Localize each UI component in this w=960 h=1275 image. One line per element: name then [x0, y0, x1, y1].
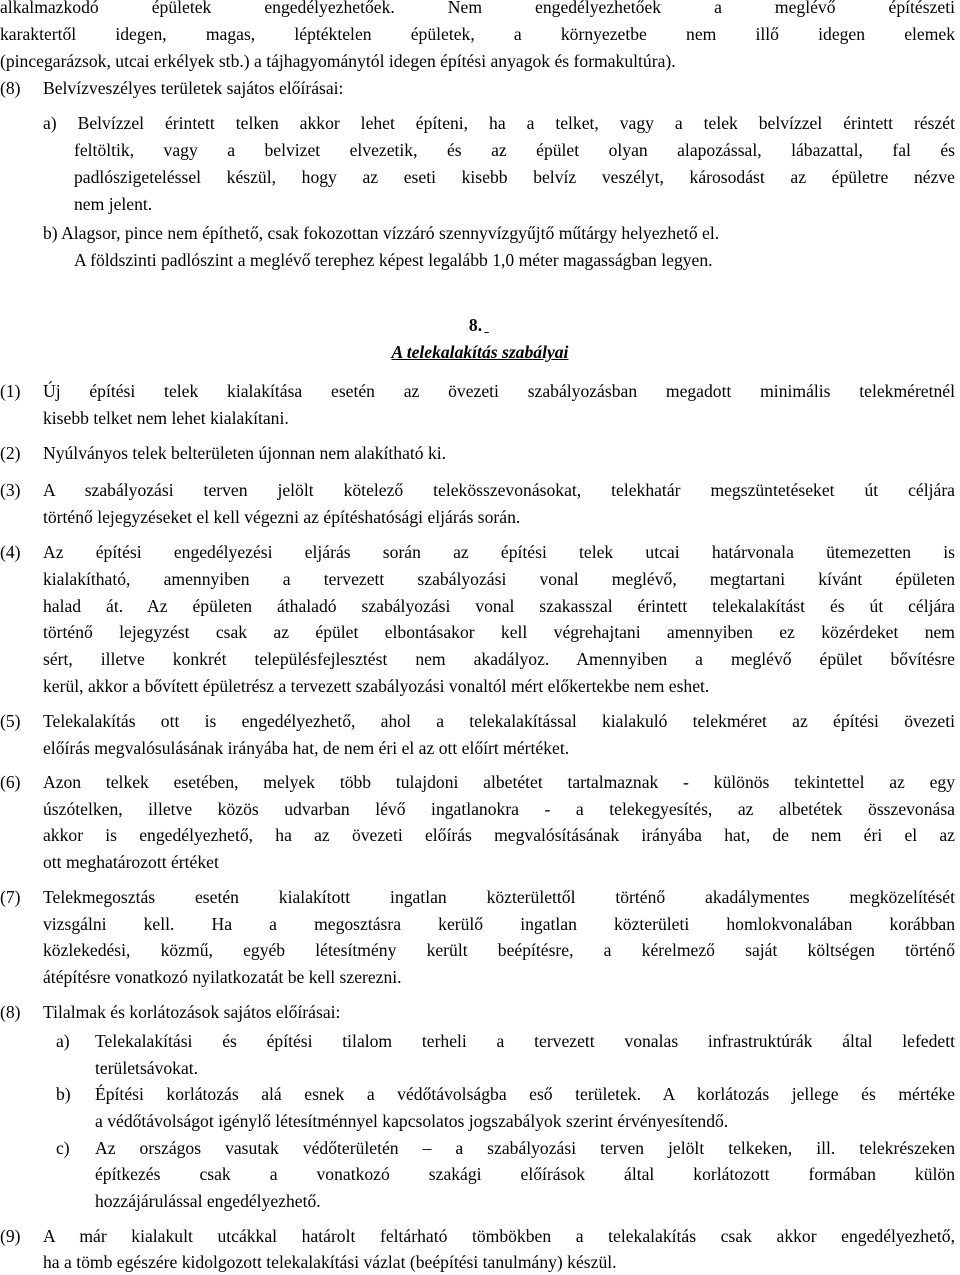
text-line: A szabályozási terven jelölt kötelező telekösszevonásokat, telekhatár megszüntetéseket út céljára [43, 480, 955, 500]
paragraph-number: (9) [0, 1226, 21, 1246]
text-line: sért, illetve konkrét településfejlesztést nem akadályoz. Amennyiben a meglévő épület bővítésre [43, 649, 955, 669]
text-line: közlekedési, közmű, egyéb létesítmény került beépítésre, a kérelmező saját költségen történő [43, 940, 955, 960]
paragraph-title: Belvízveszélyes területek sajátos előírásai: [43, 78, 344, 98]
section-number-text: 8. [468, 315, 483, 335]
section-title-text: A telekalakítás szabályai [391, 342, 569, 362]
list-label: c) [56, 1138, 70, 1158]
text-line: akkor is engedélyezhető, ha az övezeti előírás megvalósításának irányába hat, de nem éri el az [43, 825, 955, 845]
text-line: alkalmazkodó épületek engedélyezhetőek. Nem engedélyezhetőek a meglévő építészeti [0, 0, 955, 17]
paragraph-number: (8) [0, 78, 21, 98]
text-line: úszótelken, illetve közös udvarban lévő ingatlanokra - a telekegyesítés, az albetétek összevonása [43, 799, 955, 819]
paragraph-number: (2) [0, 443, 21, 463]
text-line: (pincegarázsok, utcai erkélyek stb.) a tájhagyománytól idegen építési anyagok és formakultúra). [0, 51, 676, 71]
text-line: A már kialakult utcákkal határolt feltárható tömbökben a telekalakítás csak akkor engedélyezhető, [43, 1226, 955, 1246]
text-line: történő lejegyzéseket el kell végezni az építéshatósági eljárás során. [43, 507, 521, 527]
text-line: nem jelent. [74, 194, 153, 214]
text-line: Azon telkek esetében, melyek több tulajdoni albetétet tartalmaznak - különös tekintettel az egy [43, 772, 955, 792]
text-line: halad át. Az épületen áthaladó szabályozási vonal szakasszal érintett telekalakítást és út céljára [43, 596, 955, 616]
text-line: A földszinti padlószint a meglévő terephez képest legalább 1,0 méter magasságban legyen. [74, 250, 713, 270]
text-line: előírás megvalósulásának irányába hat, de nem éri el az ott előírt mértéket. [43, 738, 570, 758]
text-line: kisebb telket nem lehet kialakítani. [43, 408, 289, 428]
text-line: átépítésre vonatkozó nyilatkozatát be kell szerezni. [43, 967, 402, 987]
text-line: Új építési telek kialakítása esetén az övezeti szabályozásban megadott minimális telekméretnél [43, 381, 955, 401]
text-line: történő lejegyzést csak az épület elbontásakor kell végrehajtani amennyiben ez közérdeket nem [43, 622, 955, 642]
text-line: b) Alagsor, pince nem építhető, csak fokozottan vízzáró szennyvízgyűjtő műtárgy helyezhető el. [43, 223, 720, 243]
paragraph-number: (4) [0, 542, 21, 562]
text-line: építkezés csak a vonatkozó szakági előírások által korlátozott formában külön [95, 1164, 955, 1184]
paragraph-number: (8) [0, 1002, 21, 1022]
text-line: területsávokat. [95, 1058, 199, 1078]
text-line: a) Belvízzel érintett telken akkor lehet építeni, ha a telket, vagy a telek belvízzel érintett részét [43, 113, 955, 133]
text-line: hozzájárulással engedélyezhető. [95, 1191, 321, 1211]
text-line: Az országos vasutak védőterületén – a szabályozási terven jelölt telkeken, ill. telekrészeken [95, 1138, 955, 1158]
text-line: ott meghatározott értéket [43, 852, 219, 872]
list-label: b) [56, 1084, 71, 1104]
text-line: a védőtávolságot igénylő létesítménnyel kapcsolatos jogszabályok szerint érvényesítendő. [95, 1111, 729, 1131]
text-line: ha a tömb egészére kidolgozott telekalakítási vázlat (beépítési tanulmány) készül. [43, 1252, 617, 1272]
text-line: Az építési engedélyezési eljárás során az építési telek utcai határvonala ütemezetten is [43, 542, 955, 562]
paragraph-title: Tilalmak és korlátozások sajátos előírásai: [43, 1002, 341, 1022]
list-label: a) [56, 1031, 70, 1051]
text-line: Telekalakítási és építési tilalom terheli a tervezett vonalas infrastruktúrák által lefedett [95, 1031, 955, 1051]
text-line: kialakítható, amennyiben a tervezett szabályozási vonal meglévő, megtartani kívánt épületen [43, 569, 955, 589]
section-number [0, 312, 960, 338]
text-line: vizsgálni kell. Ha a megosztásra kerülő ingatlan közterületi homlokvonalában korábban [43, 914, 955, 934]
text-line: Telekalakítás ott is engedélyezhető, ahol a telekalakítással kialakuló telekméret az építési övezeti [43, 711, 955, 731]
paragraph-number: (7) [0, 887, 21, 907]
paragraph-number: (6) [0, 772, 21, 792]
text-line: Nyúlványos telek belterületen újonnan nem alakítható ki. [43, 443, 447, 463]
paragraph-number: (1) [0, 381, 21, 401]
section-title [0, 339, 960, 365]
paragraph-number: (5) [0, 711, 21, 731]
paragraph-number: (3) [0, 480, 21, 500]
text-line: kerül, akkor a bővített épületrész a tervezett szabályozási vonaltól mért előkertekbe nem eshet. [43, 676, 710, 696]
text-line: feltöltik, vagy a belvizet elvezetik, és az épület olyan alapozással, lábazattal, fal és [74, 140, 955, 160]
text-line: karaktertől idegen, magas, léptéktelen épületek, a környezetbe nem illő idegen elemek [0, 24, 955, 44]
text-line: Építési korlátozás alá esnek a védőtávolságba eső területek. A korlátozás jellege és mértéke [95, 1084, 955, 1104]
text-line: Telekmegosztás esetén kialakított ingatlan közterülettől történő akadálymentes megközelítését [43, 887, 955, 907]
text-line: padlószigeteléssel készül, hogy az eseti kisebb belvíz veszélyt, károsodást az épületre nézve [74, 167, 955, 187]
